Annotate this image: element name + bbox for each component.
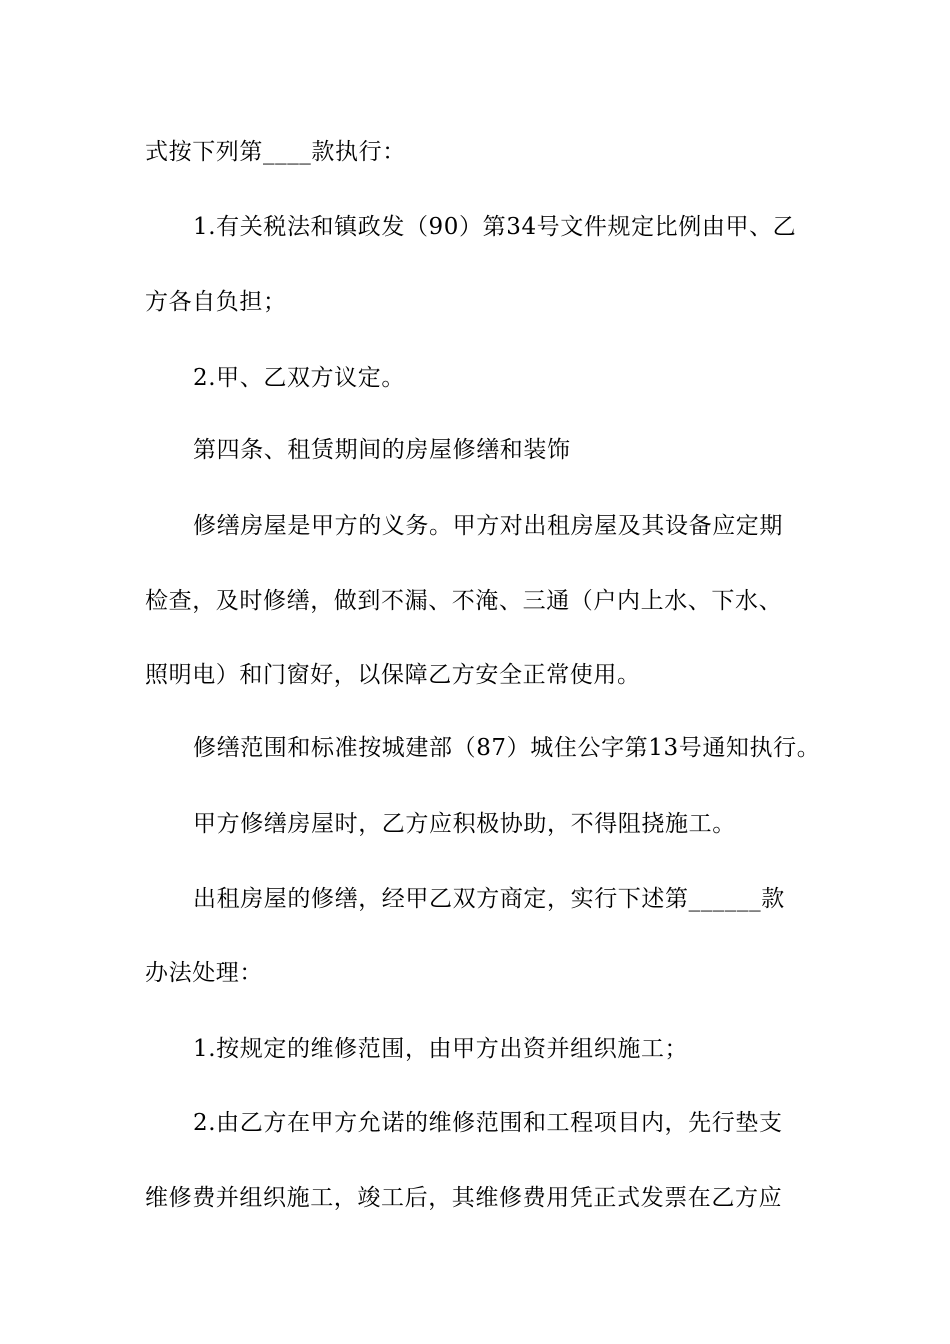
paragraph-line-13: 1.按规定的维修范围，由甲方出资并组织施工；: [193, 1036, 689, 1062]
paragraph-line-8: 照明电）和门窗好，以保障乙方安全正常使用。: [145, 662, 641, 688]
paragraph-line-11: 出租房屋的修缮，经甲乙双方商定，实行下述第______款: [193, 886, 785, 912]
paragraph-line-12: 办法处理：: [145, 960, 263, 986]
paragraph-line-1: 式按下列第____款执行：: [145, 139, 406, 165]
paragraph-line-15: 维修费并组织施工，竣工后，其维修费用凭正式发票在乙方应: [145, 1185, 783, 1211]
paragraph-line-6: 修缮房屋是甲方的义务。甲方对出租房屋及其设备应定期: [193, 513, 783, 539]
paragraph-line-2: 1.有关税法和镇政发（90）第34号文件规定比例由甲、乙: [193, 214, 797, 240]
section-heading: 第四条、租赁期间的房屋修缮和装饰: [193, 437, 571, 463]
paragraph-line-9: 修缮范围和标准按城建部（87）城住公字第13号通知执行。: [193, 735, 821, 761]
paragraph-line-3: 方各自负担；: [145, 289, 287, 315]
paragraph-line-10: 甲方修缮房屋时，乙方应积极协助，不得阻挠施工。: [193, 811, 736, 837]
paragraph-line-4: 2.甲、乙双方议定。: [193, 365, 405, 391]
paragraph-line-14: 2.由乙方在甲方允诺的维修范围和工程项目内，先行垫支: [193, 1110, 783, 1136]
paragraph-line-7: 检查，及时修缮，做到不漏、不淹、三通（户内上水、下水、: [145, 588, 783, 614]
